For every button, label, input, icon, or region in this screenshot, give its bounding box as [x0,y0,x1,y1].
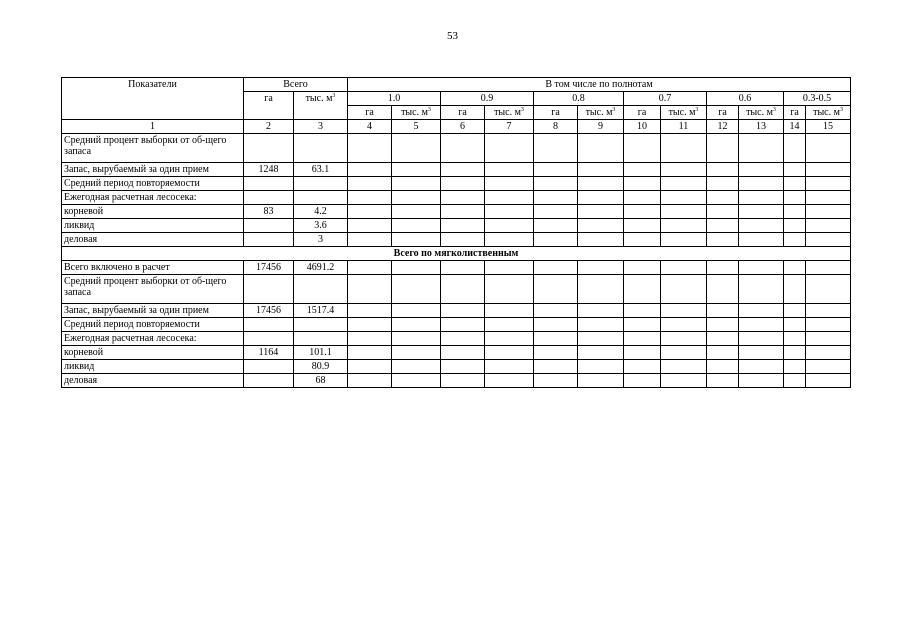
forest-table [61,77,851,388]
cell-empty [806,233,851,247]
cell-total-vol: 4.2 [294,205,348,219]
cell-empty [784,318,806,332]
column-number: 5 [392,120,441,134]
cell-empty [348,332,392,346]
row-label: Запас, вырубаемый за один прием [62,163,244,177]
cell-empty [739,304,784,318]
cell-empty [739,332,784,346]
cell-empty [784,233,806,247]
cell-empty [578,261,624,275]
row-label: Средний процент выборки от об-щего запаса [62,134,244,163]
cell-empty [392,233,441,247]
header-density: 0.3-0.5 [784,92,851,106]
cell-total-ha: 1164 [244,346,294,360]
cell-empty [661,191,707,205]
cell-total-ha [244,191,294,205]
column-number: 8 [534,120,578,134]
table-row [62,134,851,163]
cell-total-vol: 63.1 [294,163,348,177]
cell-empty [784,163,806,177]
cell-empty [707,205,739,219]
unit-volume: тыс. $м^3$ [739,106,784,120]
cell-empty [624,304,661,318]
cell-empty [661,304,707,318]
cell-empty [441,219,485,233]
cell-empty [661,233,707,247]
column-number: 3 [294,120,348,134]
row-label: Всего включено в расчет [62,261,244,275]
cell-total-vol: 3 [294,233,348,247]
cell-total-vol: 3.6 [294,219,348,233]
cell-empty [739,205,784,219]
cell-empty [784,134,806,163]
row-label: ликвид [62,360,244,374]
cell-empty [739,374,784,388]
cell-empty [739,275,784,304]
table-row [62,233,851,247]
cell-total-ha: 1248 [244,163,294,177]
cell-empty [485,360,534,374]
cell-total-vol: 68 [294,374,348,388]
cell-empty [392,163,441,177]
cell-total-ha [244,332,294,346]
column-number: 11 [661,120,707,134]
cell-empty [392,205,441,219]
cell-empty [661,134,707,163]
cell-empty [707,360,739,374]
cell-empty [624,261,661,275]
cell-empty [806,261,851,275]
cell-empty [348,360,392,374]
cell-empty [392,360,441,374]
cell-empty [441,191,485,205]
cell-empty [534,191,578,205]
cell-empty [578,177,624,191]
header-density: 0.8 [534,92,624,106]
cell-empty [441,177,485,191]
cell-empty [661,219,707,233]
cell-empty [739,163,784,177]
cell-empty [534,318,578,332]
cell-empty [578,304,624,318]
table-row [62,261,851,275]
cell-empty [806,304,851,318]
cell-empty [806,191,851,205]
cell-empty [707,177,739,191]
cell-empty [806,177,851,191]
page-number: 53 [447,30,458,42]
header-total-ha: га [244,92,294,120]
section-title-row [62,247,851,261]
table-row [62,304,851,318]
cell-empty [806,346,851,360]
cell-empty [578,163,624,177]
cell-empty [661,205,707,219]
cell-empty [441,318,485,332]
column-number: 15 [806,120,851,134]
table-row [62,205,851,219]
table-row [62,332,851,346]
unit-volume: тыс. $м^3$ [578,106,624,120]
cell-empty [441,360,485,374]
unit-ha: га [441,106,485,120]
cell-empty [739,318,784,332]
cell-empty [534,304,578,318]
cell-empty [485,374,534,388]
cell-empty [806,205,851,219]
cell-empty [784,346,806,360]
cell-empty [707,134,739,163]
cell-empty [534,332,578,346]
cell-total-vol [294,134,348,163]
cell-empty [441,261,485,275]
cell-empty [739,191,784,205]
cell-empty [485,233,534,247]
cell-total-vol: 1517.4 [294,304,348,318]
cell-empty [624,177,661,191]
cell-empty [806,163,851,177]
header-density: 0.7 [624,92,707,106]
cell-empty [392,304,441,318]
cell-empty [534,261,578,275]
row-label: ликвид [62,219,244,233]
cell-empty [578,219,624,233]
column-number: 6 [441,120,485,134]
row-label: Запас, вырубаемый за один прием [62,304,244,318]
cell-empty [784,275,806,304]
cell-empty [348,261,392,275]
cell-empty [485,219,534,233]
cell-empty [348,134,392,163]
column-number: 10 [624,120,661,134]
cell-empty [578,134,624,163]
row-label: деловая [62,233,244,247]
cell-empty [348,346,392,360]
column-number: 12 [707,120,739,134]
cell-total-vol: 80.9 [294,360,348,374]
cell-total-vol [294,332,348,346]
cell-empty [784,191,806,205]
cell-empty [485,304,534,318]
cell-empty [534,177,578,191]
header-indicators: Показатели [62,78,244,120]
cell-empty [392,346,441,360]
cell-empty [348,374,392,388]
cell-empty [578,374,624,388]
cell-empty [441,134,485,163]
cell-empty [624,205,661,219]
unit-volume: тыс. $м^3$ [392,106,441,120]
cell-empty [806,332,851,346]
column-number: 1 [62,120,244,134]
cell-total-ha [244,219,294,233]
header-density: 1.0 [348,92,441,106]
unit-ha: га [707,106,739,120]
cell-empty [707,191,739,205]
cell-empty [661,360,707,374]
cell-total-ha: 17456 [244,261,294,275]
column-number: 13 [739,120,784,134]
column-number: 2 [244,120,294,134]
cell-empty [441,346,485,360]
cell-total-ha [244,318,294,332]
cell-empty [348,318,392,332]
cell-empty [739,261,784,275]
header-by-density: В том числе по полнотам [348,78,851,92]
cell-empty [534,134,578,163]
cell-empty [624,275,661,304]
row-label: Средний процент выборки от об-щего запаса [62,275,244,304]
cell-total-ha [244,233,294,247]
cell-empty [441,374,485,388]
cell-empty [441,163,485,177]
section-title: Всего по мягколиственным [62,247,851,261]
header-density: 0.9 [441,92,534,106]
cell-empty [485,275,534,304]
cell-empty [485,205,534,219]
cell-total-vol [294,177,348,191]
cell-empty [739,177,784,191]
cell-total-vol: 101.1 [294,346,348,360]
cell-empty [578,360,624,374]
cell-empty [392,332,441,346]
cell-total-ha: 83 [244,205,294,219]
cell-empty [624,346,661,360]
cell-empty [661,346,707,360]
cell-empty [806,134,851,163]
row-label: Средний период повторяемости [62,177,244,191]
cell-total-ha: 17456 [244,304,294,318]
cell-total-ha [244,177,294,191]
unit-ha: га [784,106,806,120]
cell-empty [739,233,784,247]
cell-empty [392,134,441,163]
table-row [62,163,851,177]
cell-empty [707,346,739,360]
column-number: 14 [784,120,806,134]
cell-empty [707,318,739,332]
cell-total-vol [294,191,348,205]
cell-empty [485,346,534,360]
cell-empty [707,275,739,304]
table-row [62,219,851,233]
cell-empty [578,346,624,360]
cell-empty [624,163,661,177]
cell-total-ha [244,134,294,163]
cell-total-vol [294,275,348,304]
cell-empty [624,191,661,205]
cell-empty [441,332,485,346]
unit-ha: га [624,106,661,120]
cell-empty [784,360,806,374]
cell-empty [485,163,534,177]
row-label: Ежегодная расчетная лесосека: [62,332,244,346]
cell-empty [392,219,441,233]
cell-empty [661,374,707,388]
cell-empty [392,318,441,332]
table-row [62,374,851,388]
cell-empty [485,177,534,191]
cell-empty [624,374,661,388]
cell-empty [707,233,739,247]
cell-empty [739,134,784,163]
cell-empty [578,318,624,332]
cell-empty [806,318,851,332]
column-number: 4 [348,120,392,134]
unit-volume: тыс. $м^3$ [806,106,851,120]
cell-empty [485,332,534,346]
cell-empty [806,219,851,233]
cell-empty [534,205,578,219]
cell-empty [534,346,578,360]
cell-empty [784,219,806,233]
cell-empty [707,163,739,177]
cell-empty [348,275,392,304]
cell-empty [348,177,392,191]
cell-empty [534,360,578,374]
cell-empty [534,163,578,177]
row-label: деловая [62,374,244,388]
cell-empty [441,233,485,247]
cell-empty [392,275,441,304]
unit-volume: тыс. $м^3$ [661,106,707,120]
cell-empty [485,134,534,163]
column-number: 9 [578,120,624,134]
cell-empty [661,177,707,191]
cell-empty [806,275,851,304]
table-row [62,318,851,332]
cell-empty [485,318,534,332]
cell-empty [534,233,578,247]
cell-empty [392,191,441,205]
cell-empty [348,191,392,205]
cell-empty [441,275,485,304]
header-density: 0.6 [707,92,784,106]
cell-total-vol: 4691.2 [294,261,348,275]
cell-empty [784,332,806,346]
row-label: Средний период повторяемости [62,318,244,332]
row-label: корневой [62,346,244,360]
table-row [62,177,851,191]
cell-total-ha [244,360,294,374]
cell-empty [348,219,392,233]
cell-empty [392,177,441,191]
cell-empty [707,374,739,388]
cell-empty [392,261,441,275]
table-row [62,191,851,205]
cell-empty [624,332,661,346]
column-number: 7 [485,120,534,134]
cell-empty [578,332,624,346]
header-total: Всего [244,78,348,92]
cell-empty [441,304,485,318]
cell-empty [707,261,739,275]
row-label: корневой [62,205,244,219]
unit-ha: га [348,106,392,120]
cell-empty [739,360,784,374]
cell-empty [661,318,707,332]
cell-empty [348,205,392,219]
cell-empty [348,163,392,177]
cell-empty [661,163,707,177]
cell-empty [661,275,707,304]
cell-empty [534,374,578,388]
unit-volume: тыс. $м^3$ [485,106,534,120]
cell-empty [707,332,739,346]
cell-empty [707,304,739,318]
cell-total-ha [244,374,294,388]
cell-empty [485,261,534,275]
header-total-vol: тыс. $м^3$ [294,92,348,120]
cell-empty [806,374,851,388]
cell-empty [784,205,806,219]
cell-empty [348,304,392,318]
cell-empty [578,275,624,304]
cell-empty [348,233,392,247]
cell-empty [534,219,578,233]
table-row [62,346,851,360]
cell-empty [661,261,707,275]
unit-ha: га [534,106,578,120]
cell-empty [624,318,661,332]
cell-empty [784,261,806,275]
cell-empty [578,233,624,247]
cell-empty [784,374,806,388]
cell-total-vol [294,318,348,332]
table-row [62,275,851,304]
cell-empty [707,219,739,233]
cell-empty [784,177,806,191]
cell-total-ha [244,275,294,304]
table-row [62,360,851,374]
cell-empty [784,304,806,318]
cell-empty [578,205,624,219]
cell-empty [739,346,784,360]
cell-empty [534,275,578,304]
cell-empty [392,374,441,388]
cell-empty [624,134,661,163]
cell-empty [739,219,784,233]
cell-empty [578,191,624,205]
cell-empty [624,360,661,374]
row-label: Ежегодная расчетная лесосека: [62,191,244,205]
cell-empty [806,360,851,374]
cell-empty [661,332,707,346]
cell-empty [624,219,661,233]
cell-empty [624,233,661,247]
cell-empty [441,205,485,219]
cell-empty [485,191,534,205]
